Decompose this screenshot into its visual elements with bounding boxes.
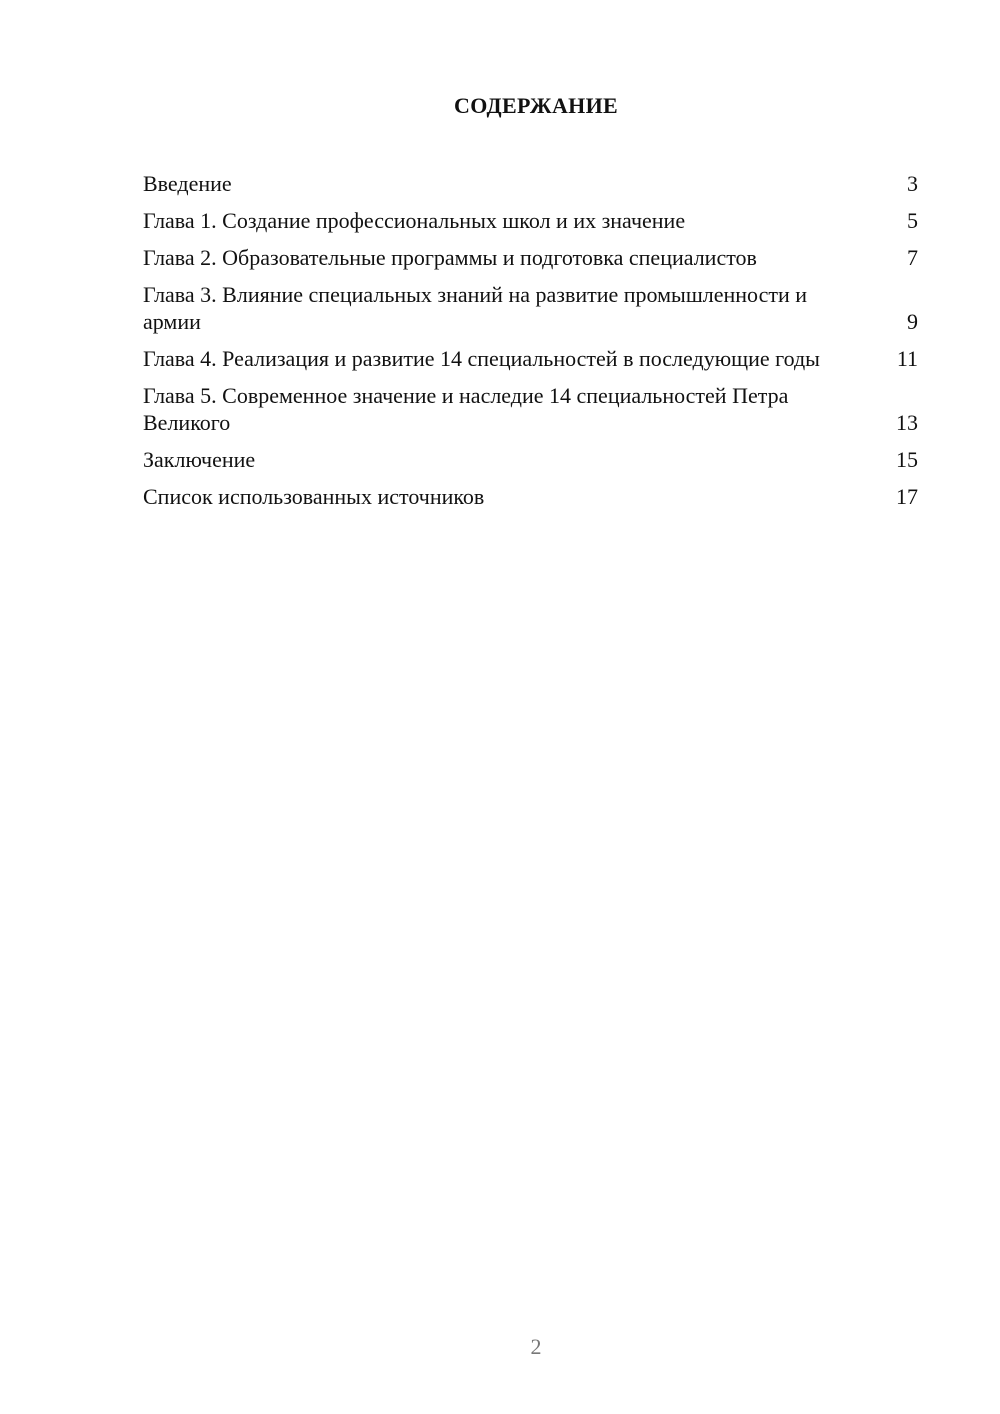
- toc-entry-text: Заключение: [143, 447, 256, 472]
- toc-entry-text: Глава 5. Современное значение и наследие 14 специальностей Петра Великого: [143, 383, 789, 435]
- toc-entry-page: 3: [907, 171, 918, 196]
- toc-entry-text: Глава 2. Образовательные программы и подготовка специалистов: [143, 245, 757, 270]
- toc-entry-conclusion: [143, 446, 918, 473]
- toc-entry-page: 9: [907, 309, 918, 334]
- toc-entry-page: 7: [907, 245, 918, 270]
- toc-entry-page: 11: [896, 346, 918, 371]
- toc-entry-chapter-3: [143, 281, 918, 335]
- toc-entry-page: 5: [907, 208, 918, 233]
- page-number: 2: [530, 1334, 542, 1359]
- toc-entry-page: 17: [896, 484, 918, 509]
- toc-entry-introduction: [143, 170, 918, 197]
- toc-entry-chapter-5: [143, 382, 918, 436]
- table-of-contents: [143, 170, 918, 520]
- toc-entry-text: Введение: [143, 171, 232, 196]
- toc-entry-text: Список использованных источников: [143, 484, 485, 509]
- toc-entry-chapter-4: [143, 345, 918, 372]
- toc-entry-text: Глава 3. Влияние специальных знаний на развитие промышленности и армии: [143, 282, 808, 334]
- toc-entry-references: [143, 483, 918, 510]
- toc-entry-text: Глава 4. Реализация и развитие 14 специальностей в последующие годы: [143, 346, 820, 371]
- toc-entry-chapter-2: [143, 244, 918, 271]
- toc-entry-page: 13: [896, 410, 918, 435]
- toc-entry-chapter-1: [143, 207, 918, 234]
- toc-entry-page: 15: [896, 447, 918, 472]
- toc-entry-text: Глава 1. Создание профессиональных школ и их значение: [143, 208, 686, 233]
- page-title: СОДЕРЖАНИЕ: [454, 93, 618, 118]
